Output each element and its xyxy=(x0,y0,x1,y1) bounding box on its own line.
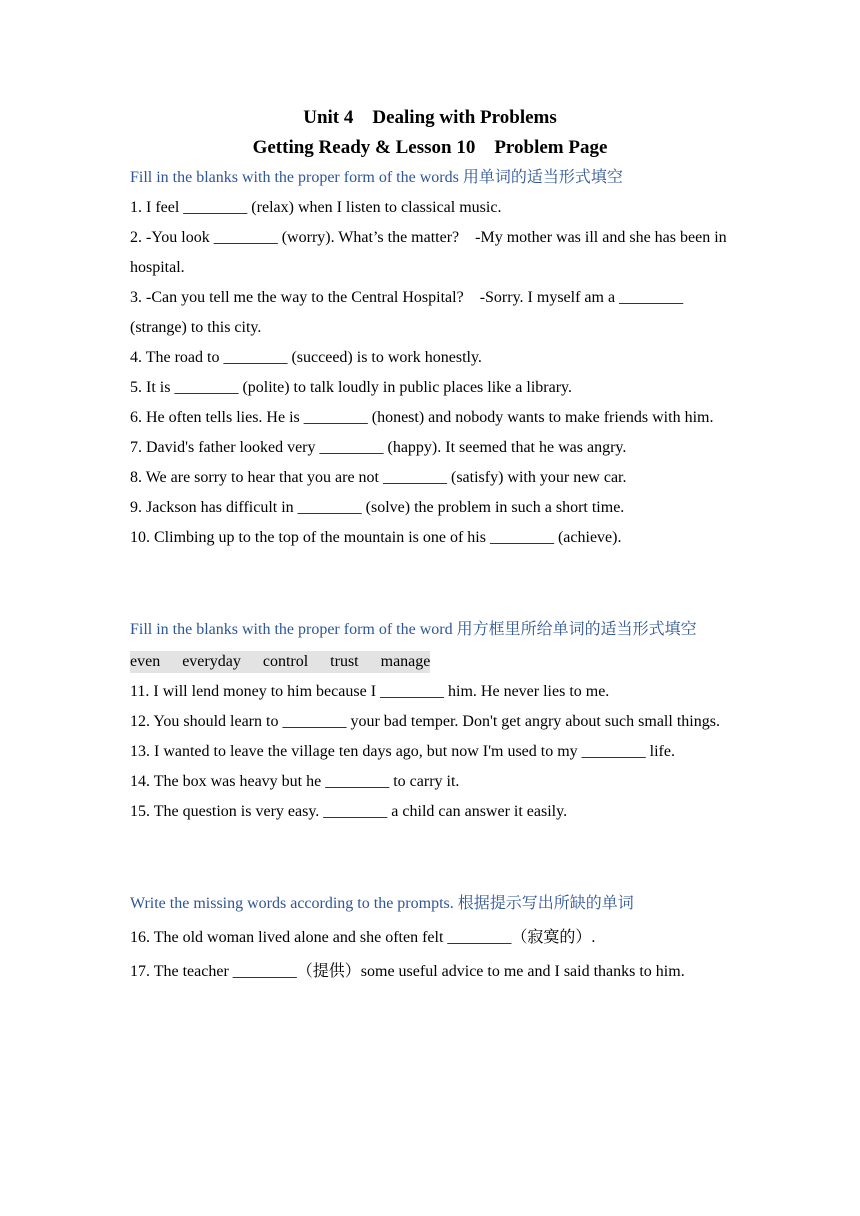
section1-items xyxy=(130,193,730,553)
word-box-item: control xyxy=(262,653,309,670)
unit-title: Unit 4 Dealing with Problems xyxy=(303,107,557,128)
exercise-item: 13. I wanted to leave the village ten days ago, but now I'm used to my ________ life. xyxy=(130,743,675,760)
section2-items xyxy=(130,677,730,827)
exercise-item: 2. -You look ________ (worry). What’s the matter? -My mother was ill and she has been in hospital. xyxy=(130,229,727,276)
word-box-item: even xyxy=(130,653,161,670)
exercise-item: 4. The road to ________ (succeed) is to work honestly. xyxy=(130,349,482,366)
exercise-item: 1. I feel ________ (relax) when I listen to classical music. xyxy=(130,199,502,216)
exercise-item: 11. I will lend money to him because I ________ him. He never lies to me. xyxy=(130,683,610,700)
exercise-item: 10. Climbing up to the top of the mountain is one of his ________ (achieve). xyxy=(130,529,622,546)
exercise-item: 3. -Can you tell me the way to the Central Hospital? -Sorry. I myself am a ________ (strange) to this city. xyxy=(130,289,684,336)
lesson-title: Getting Ready & Lesson 10 Problem Page xyxy=(252,137,608,158)
word-box-item: everyday xyxy=(182,653,241,670)
section1-heading: Fill in the blanks with the proper form of the words 用单词的适当形式填空 xyxy=(130,169,623,186)
word-box-item: manage xyxy=(380,653,431,670)
exercise-item: 9. Jackson has difficult in ________ (solve) the problem in such a short time. xyxy=(130,499,625,516)
section-spacer xyxy=(130,827,730,887)
exercise-item: 12. You should learn to ________ your bad temper. Don't get angry about such small things. xyxy=(130,713,720,730)
exercise-item: 7. David's father looked very ________ (happy). It seemed that he was angry. xyxy=(130,439,627,456)
exercise-item: 16. The old woman lived alone and she often felt ________（寂寞的）. xyxy=(130,929,596,946)
section3-items xyxy=(130,921,730,989)
exercise-item: 14. The box was heavy but he ________ to carry it. xyxy=(130,773,460,790)
exercise-item: 8. We are sorry to hear that you are not ________ (satisfy) with your new car. xyxy=(130,469,627,486)
exercise-item: 6. He often tells lies. He is ________ (honest) and nobody wants to make friends with him. xyxy=(130,409,714,426)
exercise-item: 17. The teacher ________（提供）some useful advice to me and I said thanks to him. xyxy=(130,963,685,980)
exercise-item: 5. It is ________ (polite) to talk loudly in public places like a library. xyxy=(130,379,572,396)
word-box-item: trust xyxy=(330,653,359,670)
section-spacer xyxy=(130,553,730,613)
section3-heading: Write the missing words according to the prompts. 根据提示写出所缺的单词 xyxy=(130,895,634,912)
exercise-item: 15. The question is very easy. ________ a child can answer it easily. xyxy=(130,803,568,820)
section2-heading: Fill in the blanks with the proper form of the word 用方框里所给单词的适当形式填空 xyxy=(130,621,697,638)
word-box xyxy=(130,651,430,673)
